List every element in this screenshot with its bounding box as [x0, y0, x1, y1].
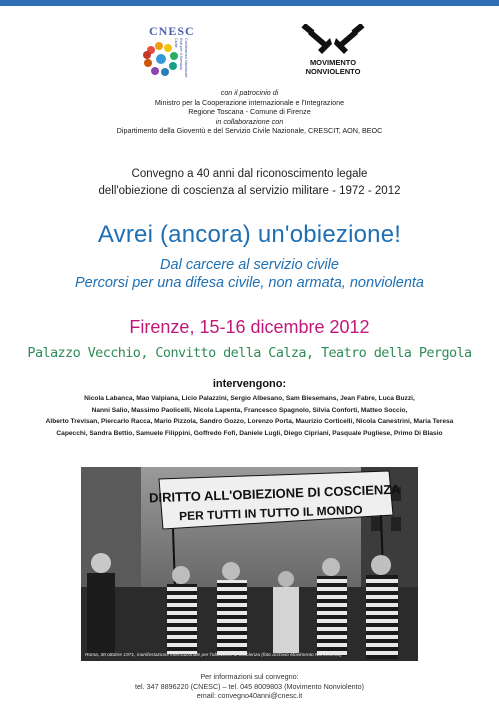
historic-photo [81, 467, 418, 661]
speakers-line: Capecchi, Sandra Bettio, Samuele Filippini, Goffredo Fofi, Daniele Lugli, Diego Cipriani, Pasquale Pugliese, Primo Di Blasio [56, 429, 443, 437]
speakers-line: Alberto Trevisan, Piercarlo Racca, Mario Pizzola, Sandro Gozzo, Lorenzo Porta, Maurizio Corticelli, Nicola Canestrini, Maria Teresa [45, 418, 454, 426]
top-color-bar [0, 0, 499, 6]
protest-photo-illustration [81, 467, 418, 661]
banner-text-line1: DIRITTO ALL'OBIEZIONE DI COSCIENZA [148, 481, 401, 506]
movimento-line2: NONVIOLENTO [305, 67, 361, 76]
info-email[interactable]: email: convegno40anni@cnesc.it [196, 691, 303, 700]
subtitle-line1: Dal carcere al servizio civile [160, 257, 339, 273]
movimento-line1: MOVIMENTO [309, 58, 357, 67]
speakers-heading: intervengono: [212, 378, 287, 390]
page-title: Avrei (ancora) un'obiezione! [97, 221, 402, 248]
convegno-line1: Convegno a 40 anni dal riconoscimento legale [131, 168, 368, 180]
subtitle-line2: Percorsi per una difesa civile, non armata, nonviolenta [75, 275, 424, 291]
speakers-line: Nicola Labanca, Mao Valpiana, Licio Palazzini, Sergio Albesano, Sam Biesemans, Jean Fabre, Luca Buzzi, [84, 395, 415, 402]
cnesc-subtitle: Conferenza Nazionale Enti per il Servizio Civile [174, 38, 189, 78]
movimento-label [292, 58, 374, 76]
info-heading: Per informazioni sul convegno: [200, 672, 299, 681]
banner-text-line2: PER TUTTI IN TUTTO IL MONDO [178, 502, 363, 524]
subtitle [0, 256, 499, 292]
info-block [0, 672, 499, 701]
event-date: Firenze, 15-16 dicembre 2012 [129, 317, 370, 337]
photo-caption: Roma, 30 ottobre 1971, manifestazione internazionale per l'obiezione di coscienza (foto archivio Movimento Nonviolento) [85, 653, 342, 658]
patrocinio-ministry: Ministro per la Cooperazione internazionale e l'Integrazione [154, 97, 345, 107]
broken-rifle-icon [292, 24, 374, 58]
patrocinio-block [0, 88, 499, 136]
cnesc-logo [131, 24, 205, 82]
convegno-heading [0, 166, 499, 200]
collaboration-partners: Dipartimento della Gioventù e del Servizio Civile Nazionale, CRESCIT, AON, BEOC [116, 126, 383, 135]
speakers-line: Nanni Salio, Massimo Paolicelli, Nicola Lapenta, Francesco Spagnolo, Silvia Conforti, Matteo Soccio, [91, 406, 408, 414]
patrocinio-region: Regione Toscana - Comune di Firenze [188, 107, 311, 116]
speakers-list [0, 393, 499, 439]
collaboration-intro: in collaborazione con [215, 116, 284, 126]
info-phone: tel. 347 8896220 (CNESC) – tel. 045 8009803 (Movimento Nonviolento) [135, 681, 364, 691]
patrocinio-intro: con il patrocinio di [220, 88, 279, 97]
movimento-nonviolento-logo [292, 24, 374, 82]
event-venue: Palazzo Vecchio, Convitto della Calza, Teatro della Pergola [27, 345, 472, 361]
cnesc-name: CNESC [149, 24, 195, 38]
convegno-line2: dell'obiezione di coscienza al servizio militare - 1972 - 2012 [98, 185, 401, 197]
